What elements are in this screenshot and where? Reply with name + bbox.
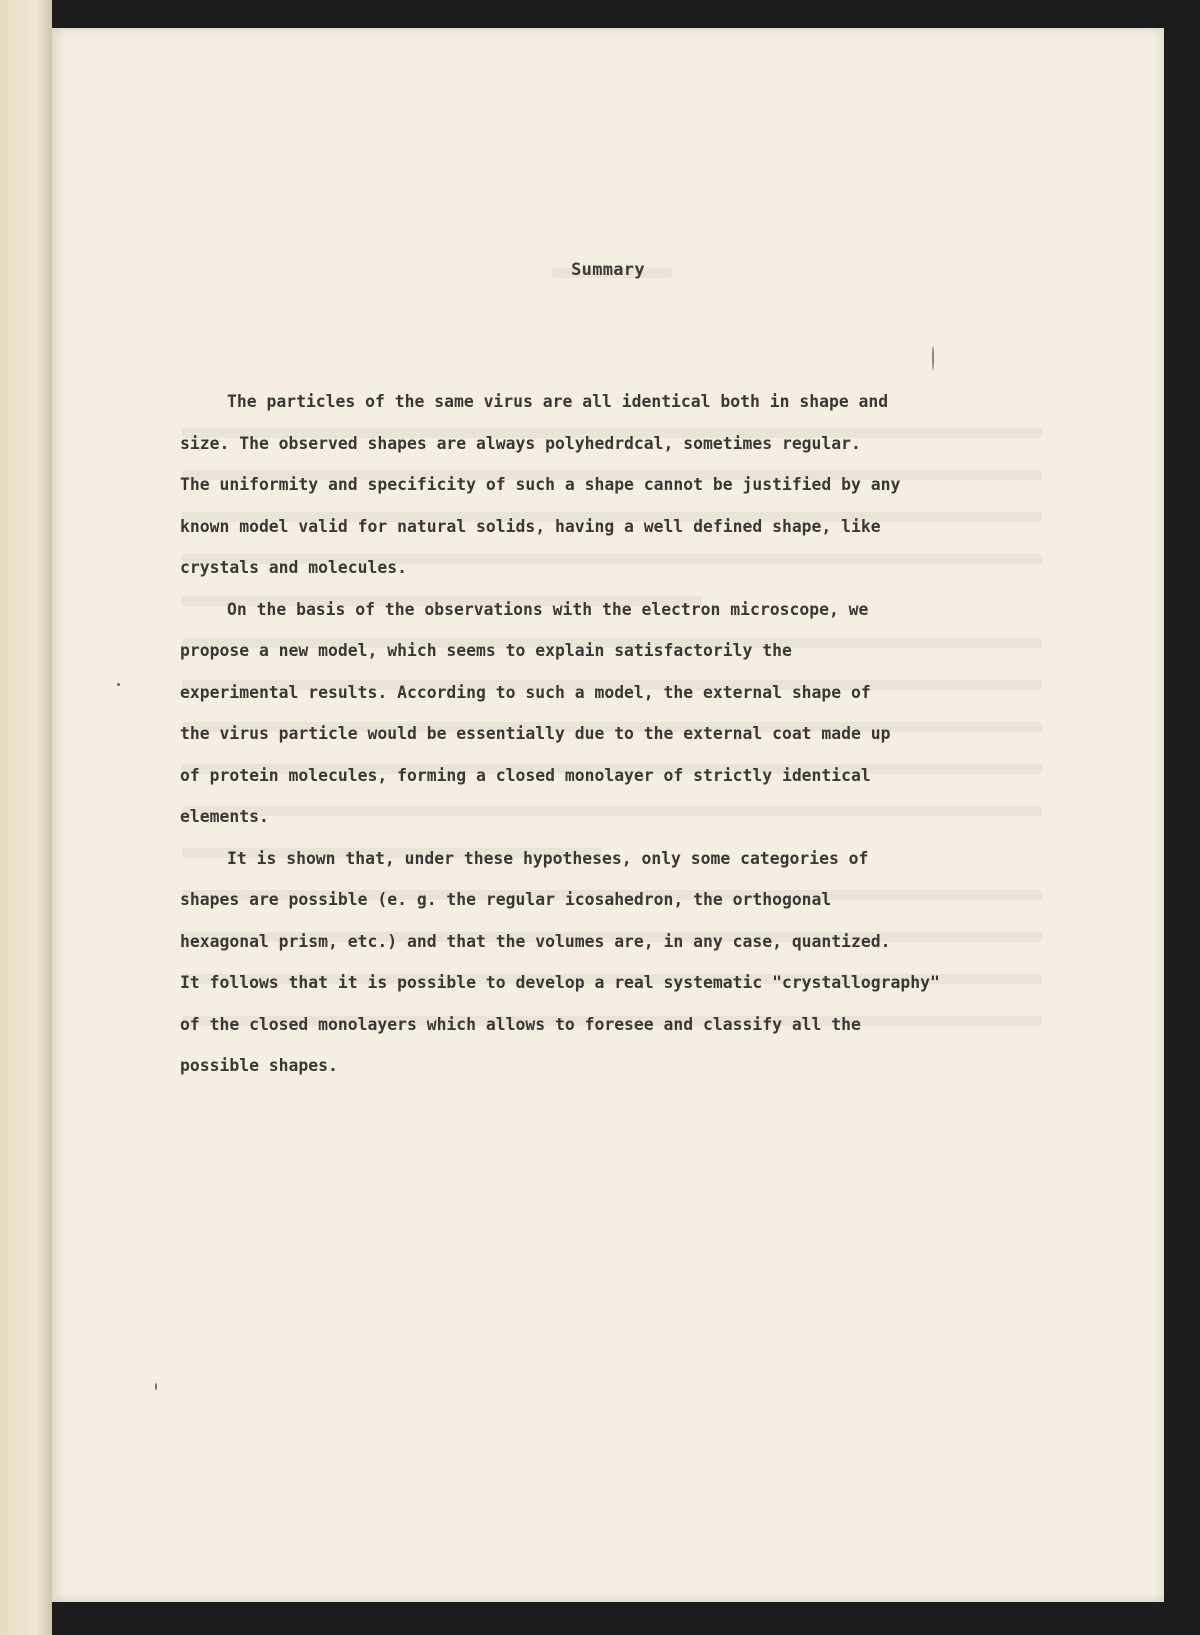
paragraph-2	[180, 589, 1080, 838]
text-line: propose a new model, which seems to explain satisfactorily the	[180, 641, 792, 660]
summary-body	[180, 381, 1080, 1087]
text-line: the virus particle would be essentially due to the external coat made up	[180, 724, 891, 743]
text-line: hexagonal prism, etc.) and that the volumes are, in any case, quantized.	[180, 931, 891, 951]
text-line: of protein molecules, forming a closed monolayer of strictly identical	[180, 765, 871, 785]
text-line: known model valid for natural solids, having a well defined shape, like	[180, 516, 881, 536]
previous-page-edge	[0, 0, 52, 1635]
page-title: Summary	[571, 260, 645, 280]
text-line: It is shown that, under these hypotheses, only some categories of	[227, 848, 869, 868]
text-line: crystals and molecules.	[180, 558, 407, 577]
text-line: On the basis of the observations with the electron microscope, we	[227, 599, 869, 619]
text-line: of the closed monolayers which allows to foresee and classify all the	[180, 1014, 861, 1034]
text-line: elements.	[180, 807, 269, 826]
paragraph-3	[180, 838, 1080, 1087]
text-line: size. The observed shapes are always polyhedrdcal, sometimes regular.	[180, 433, 861, 453]
paragraph-1	[180, 381, 1080, 589]
document-page	[52, 28, 1164, 1602]
text-line: It follows that it is possible to develop a real systematic "crystallography"	[180, 973, 940, 992]
text-line: The uniformity and specificity of such a shape cannot be justified by any	[180, 475, 901, 494]
text-line: experimental results. According to such a model, the external shape of	[180, 682, 871, 702]
text-line: shapes are possible (e. g. the regular icosahedron, the orthogonal	[180, 890, 832, 909]
text-line: possible shapes.	[180, 1056, 338, 1075]
text-line: The particles of the same virus are all identical both in shape and	[227, 392, 889, 411]
